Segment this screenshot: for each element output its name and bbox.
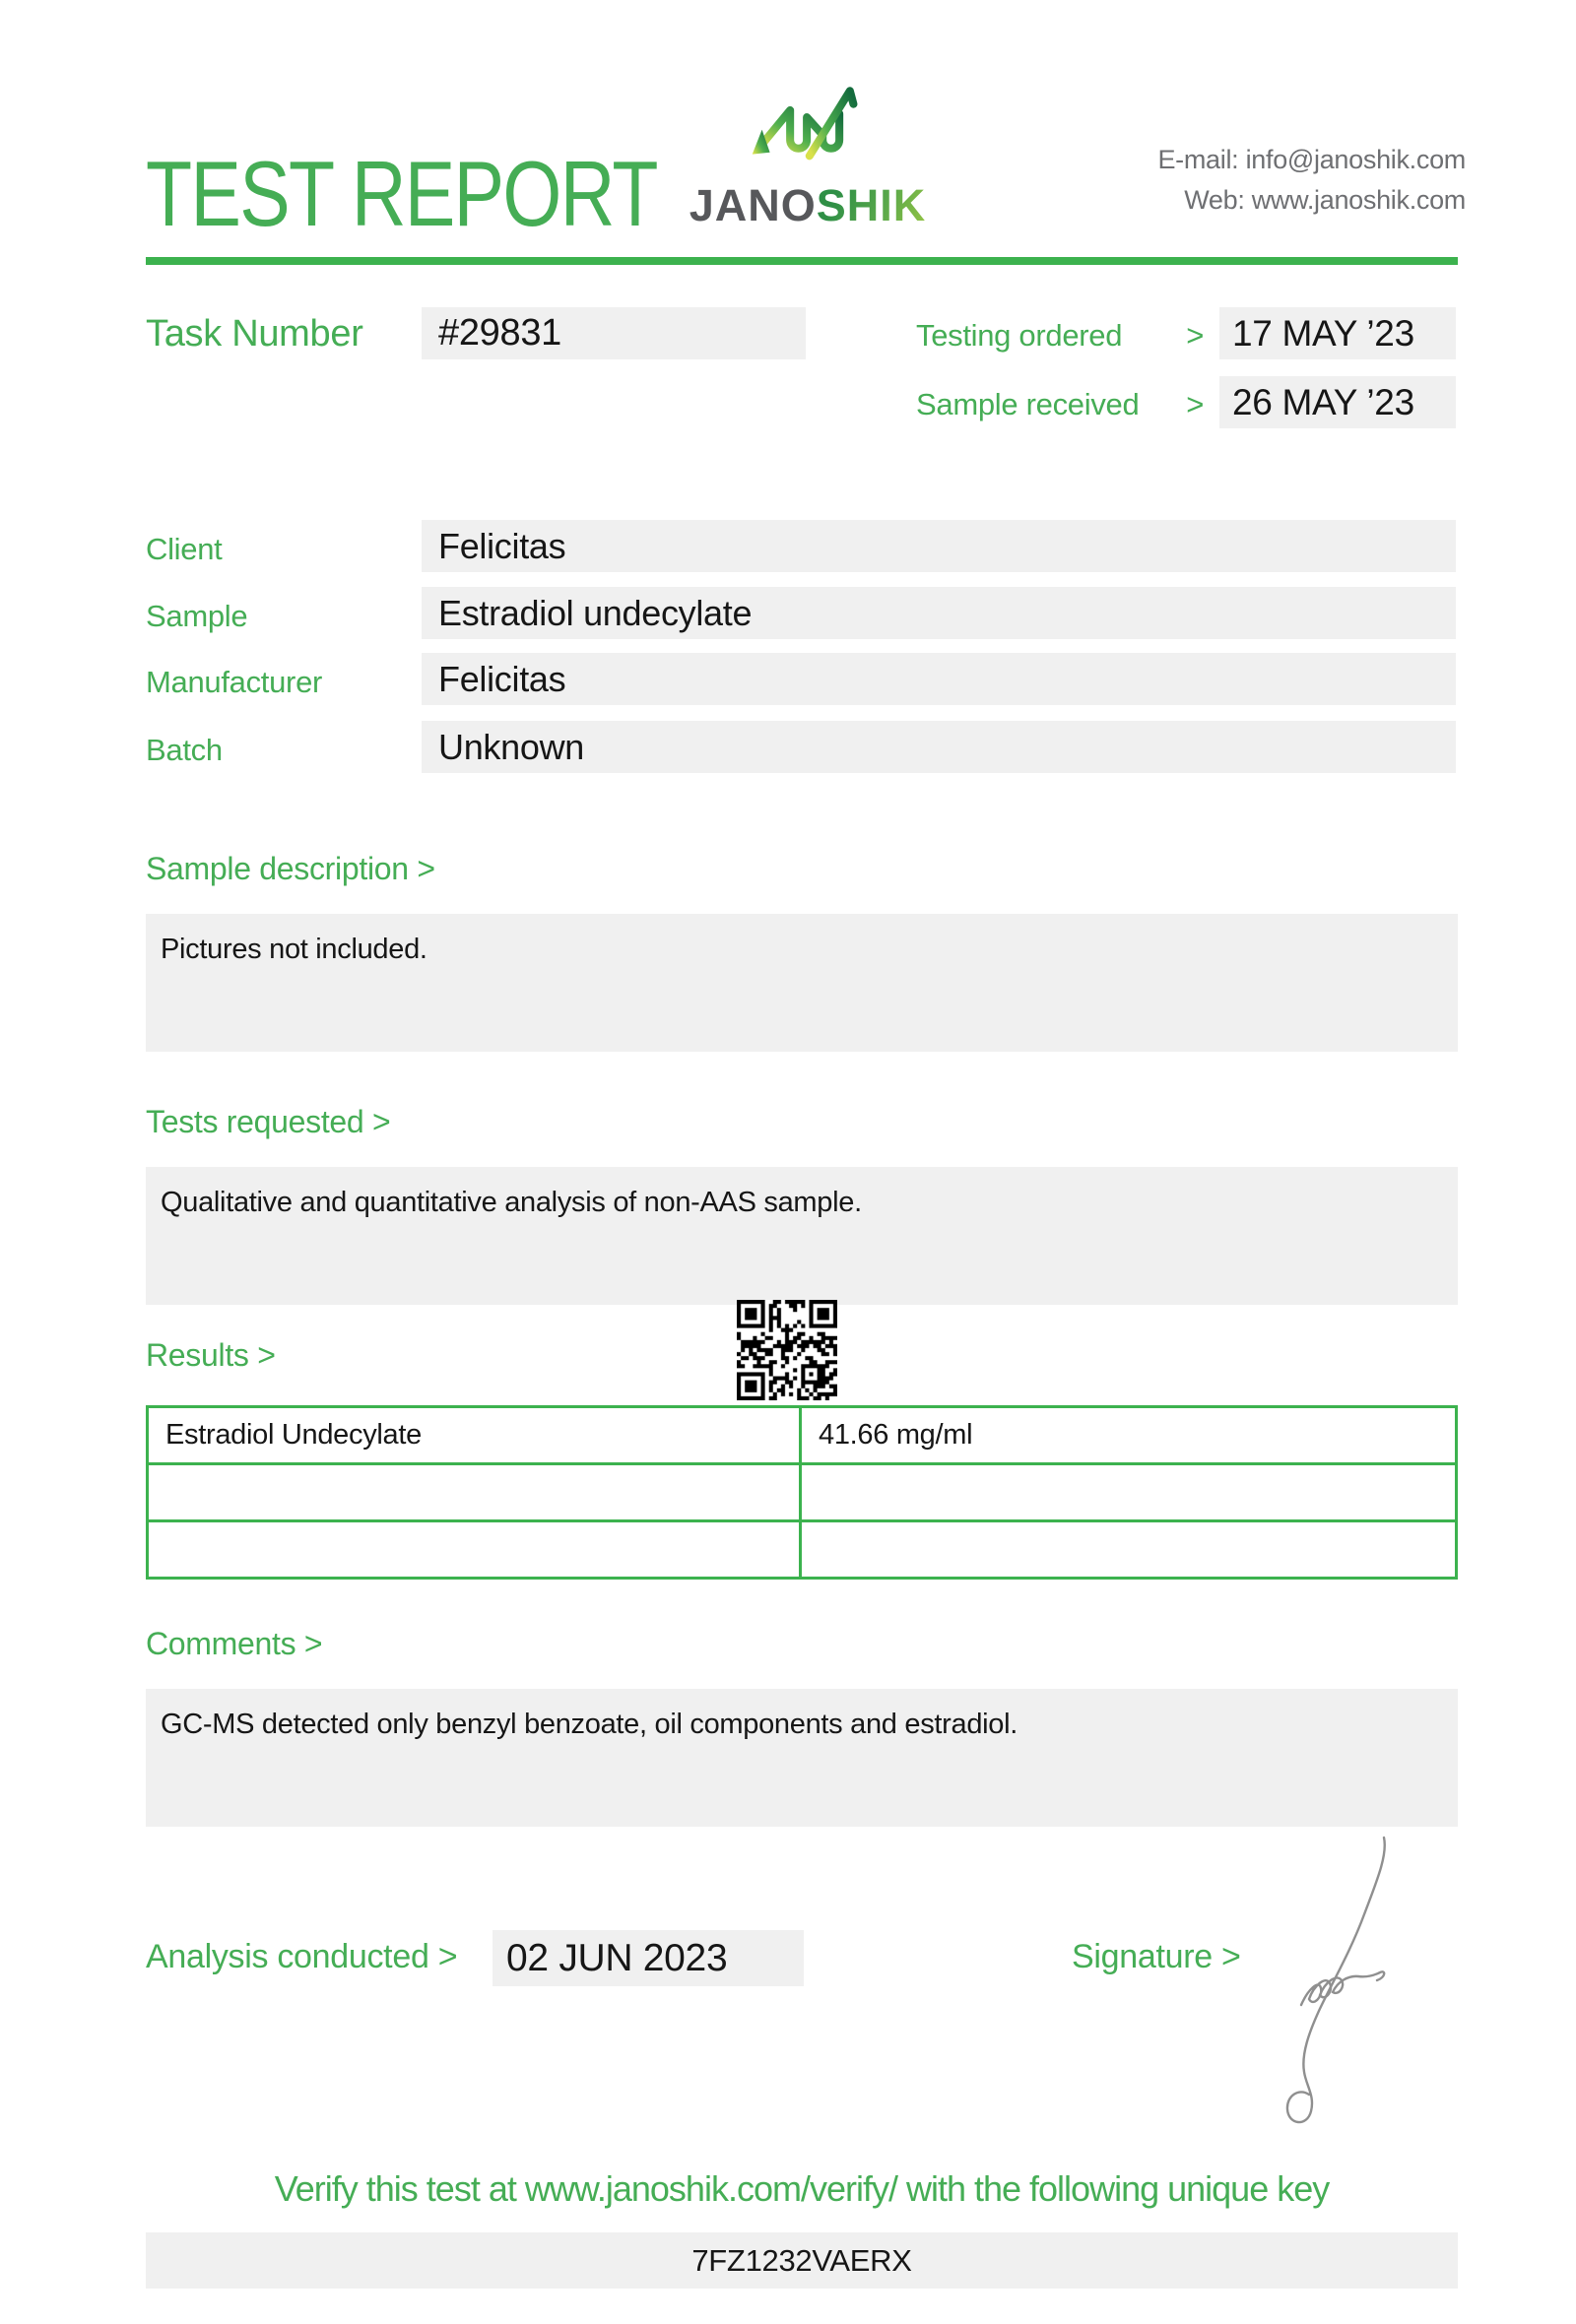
sample-description-box: Pictures not included.: [146, 914, 1458, 1052]
testing-ordered-row: [916, 318, 1204, 354]
client-value: Felicitas: [422, 520, 1456, 572]
growth-chart-icon: [747, 77, 869, 180]
comments-heading: Comments >: [146, 1626, 323, 1661]
table-row: [148, 1464, 1457, 1521]
result-substance-cell: [148, 1464, 801, 1521]
manufacturer-label: Manufacturer: [146, 665, 323, 699]
signature-scribble: [1274, 1822, 1439, 2144]
batch-label: Batch: [146, 733, 223, 767]
contact-email: E-mail: info@janoshik.com: [1157, 145, 1466, 174]
qr-code: [737, 1300, 837, 1400]
analysis-conducted-value: 02 JUN 2023: [492, 1930, 804, 1986]
task-number-value: #29831: [422, 307, 806, 359]
testing-ordered-value: 17 MAY ’23: [1219, 307, 1456, 359]
result-substance-cell: [148, 1521, 801, 1579]
logo-text-green: SHIK: [816, 180, 927, 230]
signature-label: Signature >: [1072, 1938, 1241, 1975]
logo-text-gray: JANO: [689, 180, 817, 230]
result-concentration-cell: [801, 1464, 1457, 1521]
arrow-right-glyph: >: [1186, 387, 1204, 421]
sample-received-value: 26 MAY ’23: [1219, 376, 1456, 428]
comments-box: GC-MS detected only benzyl benzoate, oil components and estradiol.: [146, 1689, 1458, 1827]
batch-value: Unknown: [422, 721, 1456, 773]
table-row: [148, 1521, 1457, 1579]
results-heading: Results >: [146, 1337, 276, 1373]
contact-block: [1157, 140, 1466, 221]
arrow-right-glyph: >: [1186, 318, 1204, 353]
client-label: Client: [146, 532, 223, 566]
header-divider: [146, 257, 1458, 265]
result-concentration-cell: 41.66 mg/ml: [801, 1407, 1457, 1464]
results-table: [146, 1405, 1458, 1580]
contact-web: Web: www.janoshik.com: [1184, 185, 1466, 215]
task-number-label: Task Number: [146, 313, 363, 355]
table-row: [148, 1407, 1457, 1464]
analysis-conducted-label: Analysis conducted >: [146, 1938, 458, 1975]
sample-value: Estradiol undecylate: [422, 587, 1456, 639]
testing-ordered-label: Testing ordered: [916, 318, 1123, 353]
sample-received-label: Sample received: [916, 387, 1140, 421]
result-substance-cell: Estradiol Undecylate: [148, 1407, 801, 1464]
verify-instruction: Verify this test at www.janoshik.com/verify/ with the following unique key: [274, 2168, 1330, 2209]
tests-requested-box: Qualitative and quantitative analysis of non-AAS sample.: [146, 1167, 1458, 1305]
result-concentration-cell: [801, 1521, 1457, 1579]
sample-received-row: [916, 387, 1204, 422]
sample-description-heading: Sample description >: [146, 851, 435, 886]
page-title: TEST REPORT: [146, 142, 657, 245]
verify-key: 7FZ1232VAERX: [146, 2232, 1458, 2289]
logo-wordmark: [690, 180, 927, 231]
sample-label: Sample: [146, 599, 248, 633]
janoshik-logo: [685, 77, 931, 231]
tests-requested-heading: Tests requested >: [146, 1104, 391, 1139]
manufacturer-value: Felicitas: [422, 653, 1456, 705]
